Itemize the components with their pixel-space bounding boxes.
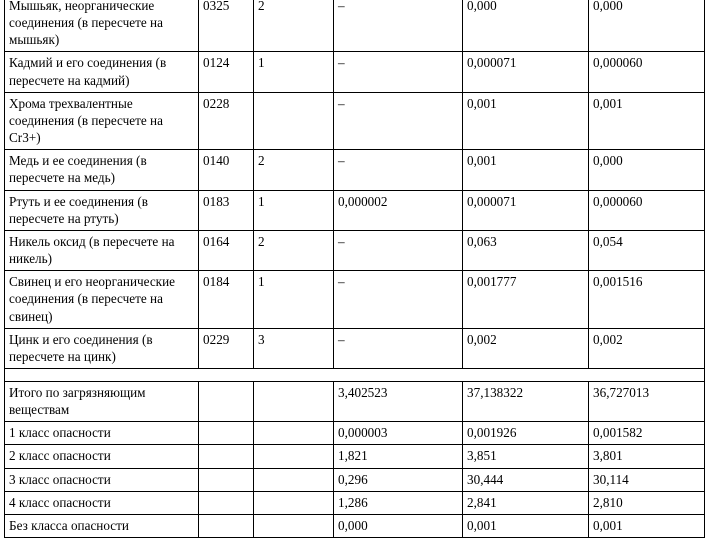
table-row-substance [5,92,705,149]
cell-value-3: 0,001 [589,514,705,537]
cell-value-2: 0,001 [463,150,589,190]
cell-hazard-class: 1 [254,271,334,328]
cell-substance-name: Цинк и его соединения (в пересчете на цинк) [5,328,199,368]
cell-value-2: 0,002 [463,328,589,368]
cell-code [199,491,254,514]
cell-code: 0184 [199,271,254,328]
cell-value-3: 36,727013 [589,381,705,421]
table-row-substance [5,328,705,368]
cell-hazard-class [254,514,334,537]
cell-value-2: 0,000 [463,0,589,52]
spacer-cell [5,368,705,381]
cell-value-1: 0,000002 [334,190,463,230]
cell-substance-name: Ртуть и ее соединения (в пересчете на ртуть) [5,190,199,230]
cell-value-1: 0,000 [334,514,463,537]
cell-hazard-class: 2 [254,230,334,270]
table-row-substance [5,190,705,230]
cell-substance-name: Хрома трехвалентные соединения (в пересчете на Cr3+) [5,92,199,149]
cell-value-3: 0,054 [589,230,705,270]
cell-hazard-class: 2 [254,150,334,190]
cell-substance-name: Мышьяк, неорганические соединения (в пересчете на мышьяк) [5,0,199,52]
cell-code: 0229 [199,328,254,368]
cell-value-2: 0,001926 [463,422,589,445]
cell-value-3: 0,000060 [589,190,705,230]
cell-code [199,514,254,537]
cell-hazard-class [254,468,334,491]
pollutant-emissions-table [4,0,705,538]
cell-hazard-class: 3 [254,328,334,368]
cell-value-3: 3,801 [589,445,705,468]
table-row-hazard-class-summary [5,491,705,514]
cell-substance-name: 1 класс опасности [5,422,199,445]
table-row-spacer [5,368,705,381]
cell-value-2: 0,000071 [463,190,589,230]
cell-hazard-class [254,381,334,421]
cell-value-2: 37,138322 [463,381,589,421]
cell-code [199,381,254,421]
cell-value-3: 0,001516 [589,271,705,328]
cell-value-2: 30,444 [463,468,589,491]
cell-value-2: 0,001777 [463,271,589,328]
table-row-hazard-class-summary [5,422,705,445]
cell-value-1: – [334,0,463,52]
cell-value-2: 2,841 [463,491,589,514]
cell-value-1: – [334,52,463,92]
table-row-substance [5,271,705,328]
table-row-hazard-class-summary [5,468,705,491]
cell-substance-name: Итого по загрязняющим веществам [5,381,199,421]
cell-value-2: 0,063 [463,230,589,270]
cell-value-3: 0,000 [589,150,705,190]
cell-code: 0325 [199,0,254,52]
cell-value-2: 0,001 [463,92,589,149]
cell-substance-name: 2 класс опасности [5,445,199,468]
cell-value-3: 0,002 [589,328,705,368]
cell-value-1: – [334,92,463,149]
table-row-hazard-class-summary [5,514,705,537]
cell-substance-name: Кадмий и его соединения (в пересчете на кадмий) [5,52,199,92]
cell-value-2: 0,000071 [463,52,589,92]
cell-value-1: 1,286 [334,491,463,514]
cell-hazard-class [254,92,334,149]
table-row-total [5,381,705,421]
cell-code: 0164 [199,230,254,270]
cell-substance-name: Свинец и его неорганические соединения (в пересчете на свинец) [5,271,199,328]
cell-substance-name: Медь и ее соединения (в пересчете на медь) [5,150,199,190]
table-row-substance [5,230,705,270]
cell-hazard-class: 1 [254,52,334,92]
cell-code: 0228 [199,92,254,149]
cell-hazard-class [254,491,334,514]
cell-hazard-class: 1 [254,190,334,230]
cell-code: 0124 [199,52,254,92]
cell-code [199,445,254,468]
cell-value-1: – [334,150,463,190]
cell-value-3: 2,810 [589,491,705,514]
cell-value-2: 0,001 [463,514,589,537]
cell-value-1: 0,296 [334,468,463,491]
cell-substance-name: 3 класс опасности [5,468,199,491]
cell-code: 0183 [199,190,254,230]
cell-value-2: 3,851 [463,445,589,468]
cell-hazard-class [254,422,334,445]
cell-code [199,422,254,445]
cell-value-1: 1,821 [334,445,463,468]
cell-substance-name: 4 класс опасности [5,491,199,514]
table-row-hazard-class-summary [5,445,705,468]
cell-code [199,468,254,491]
cell-hazard-class: 2 [254,0,334,52]
cell-value-1: – [334,271,463,328]
table-row-substance [5,52,705,92]
cell-value-1: – [334,230,463,270]
table-row-substance [5,0,705,52]
cell-substance-name: Никель оксид (в пересчете на никель) [5,230,199,270]
cell-value-1: 0,000003 [334,422,463,445]
cell-substance-name: Без класса опасности [5,514,199,537]
cell-value-1: 3,402523 [334,381,463,421]
table-body [5,0,705,538]
cell-hazard-class [254,445,334,468]
cell-value-3: 0,001582 [589,422,705,445]
table-container [4,0,704,538]
cell-value-3: 30,114 [589,468,705,491]
cell-value-3: 0,000 [589,0,705,52]
cell-value-3: 0,001 [589,92,705,149]
cell-value-1: – [334,328,463,368]
table-row-substance [5,150,705,190]
cell-code: 0140 [199,150,254,190]
cell-value-3: 0,000060 [589,52,705,92]
